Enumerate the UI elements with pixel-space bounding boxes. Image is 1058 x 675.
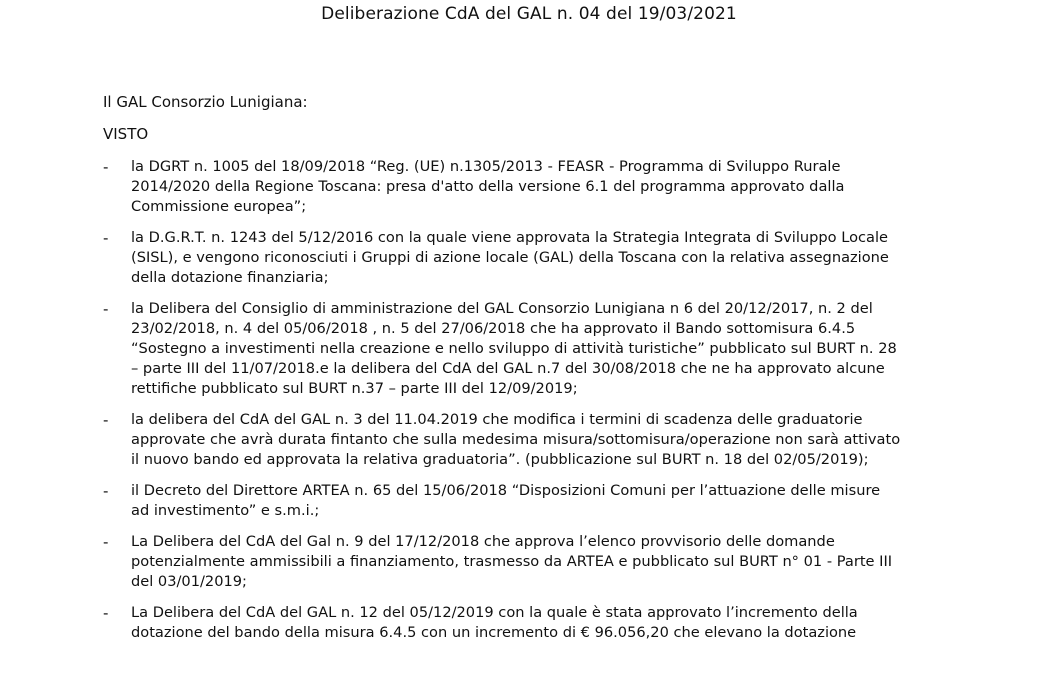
text-line: il nuovo bando ed approvata la relativa graduatoria”. (pubblicazione sul BURT n. 18 del 02/05/2019); [131, 451, 869, 468]
list-item [103, 157, 958, 217]
list-item-text [131, 532, 958, 592]
list-item-text [131, 157, 958, 217]
text-line: la D.G.R.T. n. 1243 del 5/12/2016 con la quale viene approvata la Strategia Integrata di Sviluppo Locale [131, 229, 889, 246]
text-line: La Delibera del CdA del Gal n. 9 del 17/12/2018 che approva l’elenco provvisorio delle domande [131, 533, 835, 550]
list-item [103, 299, 958, 399]
bullet-dash: - [103, 533, 109, 551]
list-item-text [131, 228, 958, 288]
section-heading-visto: VISTO [103, 125, 149, 143]
bullet-dash: - [103, 604, 109, 622]
text-line: la delibera del CdA del GAL n. 3 del 11.04.2019 che modifica i termini di scadenza delle graduatorie [131, 411, 863, 428]
list-item [103, 228, 958, 288]
bullet-dash: - [103, 482, 109, 500]
text-line: “Sostegno a investimenti nella creazione e nello sviluppo di attività turistiche” pubblicato sul BURT n. 28 [131, 340, 897, 357]
text-line: 2014/2020 della Regione Toscana: presa d'atto della versione 6.1 del programma approvato dalla [131, 178, 845, 195]
list-item [103, 603, 958, 643]
text-line: rettifiche pubblicato sul BURT n.37 – parte III del 12/09/2019; [131, 380, 578, 397]
text-line: approvate che avrà durata fintanto che sulla medesima misura/sottomisura/operazione non sarà attivato [131, 431, 901, 448]
bullet-dash: - [103, 229, 109, 247]
text-line: 23/02/2018, n. 4 del 05/06/2018 , n. 5 del 27/06/2018 che ha approvato il Bando sottomisura 6.4.5 [131, 320, 856, 337]
document-title: Deliberazione CdA del GAL n. 04 del 19/03/2021 [321, 4, 737, 24]
list-item-text [131, 410, 958, 470]
text-line: la Delibera del Consiglio di amministrazione del GAL Consorzio Lunigiana n 6 del 20/12/2017, n. 2 del [131, 300, 873, 317]
bullet-dash: - [103, 158, 109, 176]
list-item-text [131, 481, 958, 521]
list-item [103, 410, 958, 470]
bullet-dash: - [103, 300, 109, 318]
text-line: ad investimento” e s.m.i.; [131, 502, 320, 519]
bullet-dash: - [103, 411, 109, 429]
visto-list [103, 157, 958, 654]
intro-text: Il GAL Consorzio Lunigiana: [103, 93, 308, 111]
text-line: Commissione europea”; [131, 198, 307, 215]
text-line: potenzialmente ammissibili a finanziamento, trasmesso da ARTEA e pubblicato sul BURT n° 01 - Parte III [131, 553, 893, 570]
text-line: (SISL), e vengono riconosciuti i Gruppi di azione locale (GAL) della Toscana con la relativa assegnazione [131, 249, 889, 266]
text-line: la DGRT n. 1005 del 18/09/2018 “Reg. (UE) n.1305/2013 - FEASR - Programma di Sviluppo Rurale [131, 158, 841, 175]
list-item [103, 532, 958, 592]
text-line: – parte III del 11/07/2018.e la delibera del CdA del GAL n.7 del 30/08/2018 che ne ha approvato alcune [131, 360, 885, 377]
text-line: il Decreto del Direttore ARTEA n. 65 del 15/06/2018 “Disposizioni Comuni per l’attuazione delle misure [131, 482, 881, 499]
list-item-text [131, 299, 958, 399]
list-item [103, 481, 958, 521]
text-line: dotazione del bando della misura 6.4.5 con un incremento di € 96.056,20 che elevano la dotazione [131, 624, 857, 641]
text-line: La Delibera del CdA del GAL n. 12 del 05/12/2019 con la quale è stata approvato l’incremento della [131, 604, 858, 621]
text-line: della dotazione finanziaria; [131, 269, 329, 286]
text-line: del 03/01/2019; [131, 573, 247, 590]
list-item-text [131, 603, 958, 643]
